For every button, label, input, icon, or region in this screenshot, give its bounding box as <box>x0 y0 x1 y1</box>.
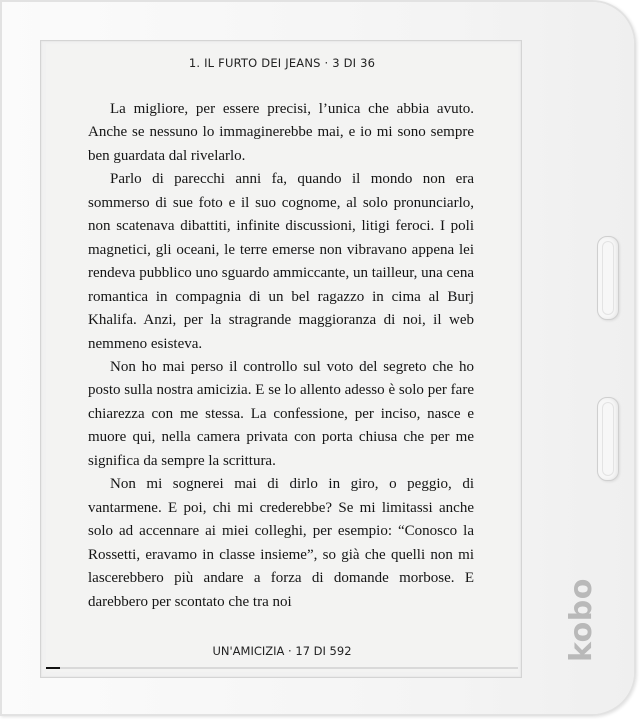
book-progress-label: UN'AMICIZIA · 17 DI 592 <box>212 644 352 658</box>
button-groove <box>602 402 614 476</box>
chapter-header: 1. IL FURTO DEI JEANS · 3 DI 36 <box>188 56 376 70</box>
kobo-logo <box>552 578 612 662</box>
paragraph: La migliore, per essere precisi, l’unica che abbia avuto. Anche se nessuno lo immaginerebbe mai, e io mi sono sempre ben guardata dal rivelarlo. <box>88 101 474 164</box>
page-turn-button-down[interactable] <box>597 397 619 481</box>
reading-screen[interactable] <box>46 44 518 672</box>
paragraph: Parlo di parecchi anni fa, quando il mondo non era sommerso di sue foto e il suo cognome, al solo pronunciarlo, non scatenava dibattiti, infinite discussioni, litigi feroci. I poli magnetici, gli oceani, le terre emerse non vibravano appena lei rendeva pubblico uno sguardo ammiccante, un tailleur, una cena romantica in compagnia di un bel ragazzo in cima al Burj Khalifa. Anzi, per la stragrande maggioranza di noi, il web nemmeno esisteva. <box>88 171 474 352</box>
reading-progress-bar <box>46 667 518 669</box>
page-text[interactable] <box>88 98 474 614</box>
paragraph: Non ho mai perso il controllo sul voto del segreto che ho posto sulla nostra amicizia. E se lo allento adesso è solo per fare chiarezza con me stessa. La confessione, per inciso, nasce e muore qui, nella camera privata con porta chiusa che per me significa da sempre la scrittura. <box>88 358 474 469</box>
page-turn-button-up[interactable] <box>597 236 619 320</box>
brand-wordmark: kobo <box>564 578 599 662</box>
reading-progress-fill <box>46 667 60 669</box>
paragraph: Non mi sognerei mai di dirlo in giro, o peggio, di vantarmene. E poi, chi mi crederebbe? Se mi limitassi anche solo ad accennare ai miei colleghi, per esempio: “Conosco la Rossetti, eravamo in classe insieme”, so già che quelli non mi lascerebbero più andare a forza di domande morbose. E darebbero per scontato che tra noi <box>88 476 474 610</box>
button-groove <box>602 241 614 315</box>
